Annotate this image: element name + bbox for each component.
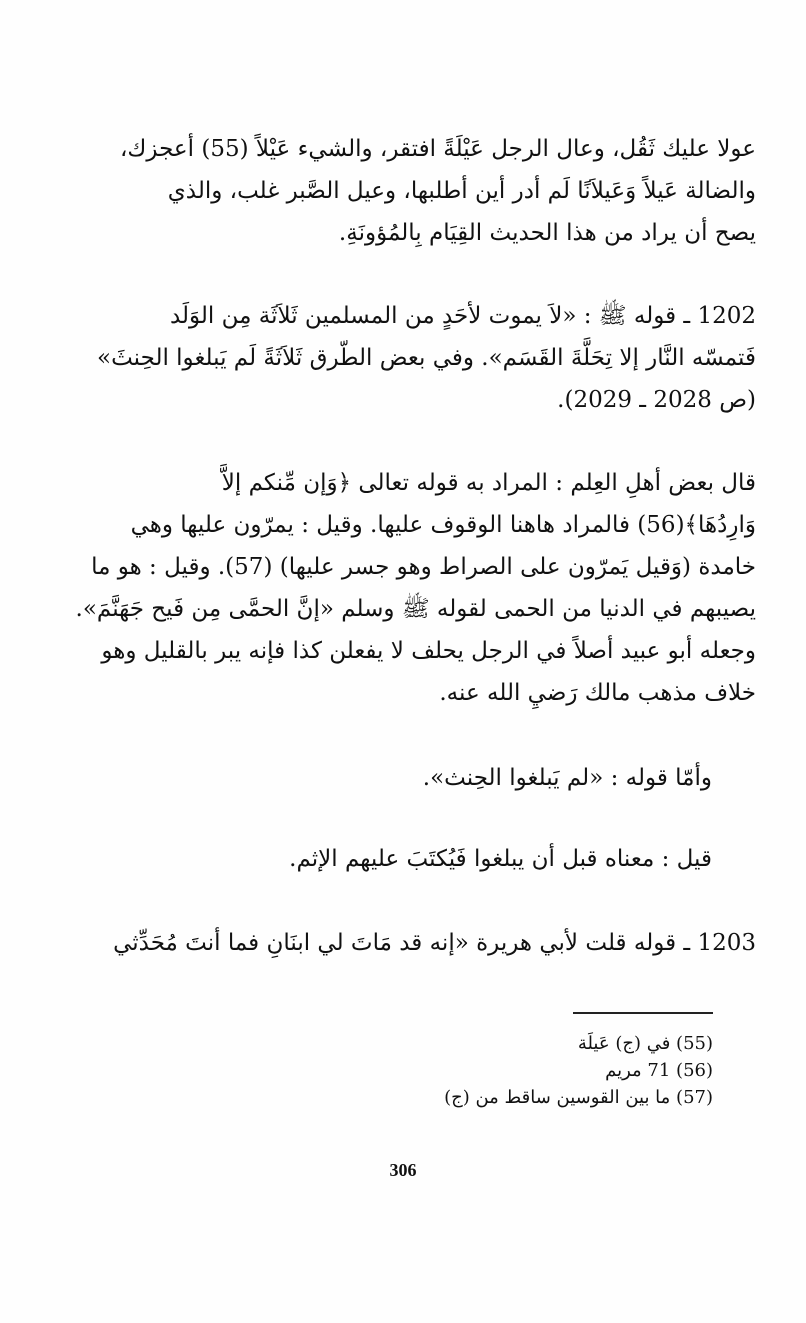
text-line: خامدة (وَقيل يَمرّون على الصراط وهو جسر عليها) (57). وقيل : هو ما xyxy=(91,554,756,580)
paragraph-question xyxy=(0,757,712,799)
text-line: يصح أن يراد من هذا الحديث القِيَام بِالمُؤونَةِ. xyxy=(338,220,756,246)
text-line: (ص 2028 ـ 2029). xyxy=(557,387,756,413)
text-line: يصيبهم في الدنيا من الحمى لقوله ﷺ وسلم «إنَّ الحمَّى مِن فَيح جَهَنَّمَ». xyxy=(75,596,756,622)
footnote-55: (55) في (ج) عَيلَة xyxy=(577,1033,713,1054)
text-line: عولا عليك ثَقُل، وعال الرجل عَيْلَةً افتقر، والشيء عَيْلاً (55) أعجزك، xyxy=(120,136,756,162)
paragraph-commentary xyxy=(44,462,756,714)
text-line: وَارِدُهَا﴾(56) فالمراد هاهنا الوقوف عليها. وقيل : يمرّون عليها وهي xyxy=(130,512,756,538)
paragraph-hadith-1203 xyxy=(44,922,756,964)
paragraph-1 xyxy=(44,128,756,254)
text-line: خلاف مذهب مالك رَضيِ الله عنه. xyxy=(439,680,756,706)
text-line: قيل : معناه قبل أن يبلغوا فَيُكتَبَ عليهم الإثم. xyxy=(289,846,712,872)
text-line: فَتمسّه النَّار إلا تِحَلَّةَ القَسَم». وفي بعض الطّرق ثَلاَثَةً لَم يَبلغوا الحِنثَ» xyxy=(97,345,756,371)
footnotes xyxy=(213,1030,713,1111)
text-line: 1203 ـ قوله قلت لأبي هريرة «إنه قد مَاتَ لي ابنَانِ فما أنتَ مُحَدِّثي xyxy=(113,930,756,956)
footnote-divider xyxy=(573,1012,713,1014)
paragraph-answer xyxy=(0,838,712,880)
text-line: قال بعض أهلِ العِلم : المراد به قوله تعالى ﴿وَإن مِّنكم إلاَّ xyxy=(221,470,756,496)
footnote-56: (56) 71 مريم xyxy=(605,1060,713,1081)
footnote-57: (57) ما بين القوسين ساقط من (ج) xyxy=(444,1087,713,1108)
page-number: 306 xyxy=(389,1160,417,1180)
text-line: 1202 ـ قوله ﷺ : «لاَ يموت لأحَدٍ من المسلمين ثَلاَثَة مِن الوَلَد xyxy=(169,303,756,329)
paragraph-hadith-1202 xyxy=(44,295,756,421)
text-line: وأمّا قوله : «لم يَبلغوا الحِنث». xyxy=(422,765,712,791)
text-line: والضالة عَيلاً وَعَيلاَنًا لَم أدر أين أطلبها، وعيل الصَّبر غلب، والذي xyxy=(167,178,756,204)
text-line: وجعله أبو عبيد أصلاً في الرجل يحلف لا يفعلن كذا فإنه يبر بالقليل وهو xyxy=(101,638,756,664)
